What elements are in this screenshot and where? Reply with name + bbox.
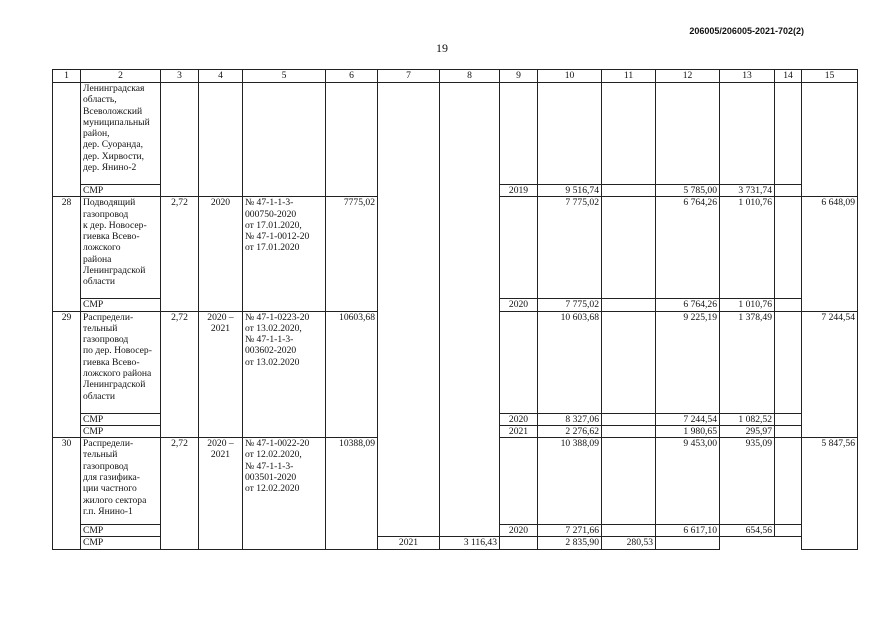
row-number: 29 [53, 311, 81, 438]
header-cell: 6 [326, 70, 378, 83]
value-cell: 2,72 [161, 438, 199, 550]
value-cell: 6 648,09 [802, 197, 858, 311]
value-cell: 1 010,76 [720, 299, 775, 311]
value-cell: 2,72 [161, 197, 199, 311]
year-cell: 2021 [378, 537, 440, 549]
row-number: 28 [53, 197, 81, 311]
header-cell: 1 [53, 70, 81, 83]
object-name: Распредели- тельный газопровод по дер. Новосер- гиевка Всево- ложского района Ленинградской области [81, 311, 161, 413]
value-cell: 7 775,02 [538, 299, 602, 311]
value-cell: 8 327,06 [538, 413, 602, 425]
value-cell: 280,53 [602, 537, 656, 549]
object-name: Ленинградская область, Всеволожский муниципальный район, дер. Суоранда, дер. Хирвости, дер. Янино-2 [81, 83, 161, 185]
value-cell: 9 453,00 [656, 438, 720, 525]
year-cell: 2021 [500, 425, 538, 437]
value-cell: 3 731,74 [720, 185, 775, 197]
smr-label: СМР [81, 425, 161, 437]
period-cell: 2020 [199, 197, 243, 311]
object-name: Подводящий газопровод к дер. Новосер- гиевка Всево- ложского района Ленинградской области [81, 197, 161, 299]
header-cell: 3 [161, 70, 199, 83]
header-row [53, 70, 858, 83]
period-cell: 2020 – 2021 [199, 438, 243, 550]
value-cell: 5 847,56 [802, 438, 858, 550]
header-cell: 8 [440, 70, 500, 83]
value-cell: 9 516,74 [538, 185, 602, 197]
header-cell: 2 [81, 70, 161, 83]
header-cell: 10 [538, 70, 602, 83]
smr-label: СМР [81, 185, 161, 197]
header-cell: 13 [720, 70, 775, 83]
year-cell: 2020 [500, 525, 538, 537]
value-cell: 3 116,43 [440, 537, 500, 549]
header-cell: 14 [775, 70, 802, 83]
value-cell: 10 603,68 [538, 311, 602, 413]
year-cell: 2020 [500, 299, 538, 311]
header-cell: 5 [243, 70, 326, 83]
header-cell: 9 [500, 70, 538, 83]
period-cell: 2020 – 2021 [199, 311, 243, 438]
object-name: Распредели- тельный газопровод для газифика- ции частного жилого сектора г.п. Янино-1 [81, 438, 161, 525]
value-cell: 9 225,19 [656, 311, 720, 413]
value-cell: 2 835,90 [538, 537, 602, 549]
value-cell: 1 082,52 [720, 413, 775, 425]
value-cell: 7775,02 [326, 197, 378, 311]
value-cell: 7 244,54 [802, 311, 858, 438]
smr-label: СМР [81, 413, 161, 425]
value-cell: 1 378,49 [720, 311, 775, 413]
header-cell: 15 [802, 70, 858, 83]
page-number: 19 [436, 41, 448, 55]
table-row [53, 83, 858, 185]
document-ref: № 47-1-0223-20 от 13.02.2020, № 47-1-1-3- 003602-2020 от 13.02.2020 [243, 311, 326, 438]
value-cell: 5 785,00 [656, 185, 720, 197]
value-cell: 1 010,76 [720, 197, 775, 299]
value-cell: 654,56 [720, 525, 775, 537]
header-cell: 12 [656, 70, 720, 83]
value-cell: 7 775,02 [538, 197, 602, 299]
smr-label: СМР [81, 299, 161, 311]
value-cell: 10603,68 [326, 311, 378, 438]
investment-table [52, 69, 858, 550]
value-cell: 2 276,62 [538, 425, 602, 437]
document-ref: № 47-1-0022-20 от 12.02.2020, № 47-1-1-3- 003501-2020 от 12.02.2020 [243, 438, 326, 550]
value-cell: 10388,09 [326, 438, 378, 550]
header-cell: 4 [199, 70, 243, 83]
value-cell: 6 617,10 [656, 525, 720, 537]
row-number: 30 [53, 438, 81, 550]
value-cell: 935,09 [720, 438, 775, 525]
year-cell: 2019 [500, 185, 538, 197]
header-cell: 7 [378, 70, 440, 83]
value-cell: 7 271,66 [538, 525, 602, 537]
year-cell: 2020 [500, 413, 538, 425]
smr-label: СМР [81, 525, 161, 537]
header-cell: 11 [602, 70, 656, 83]
value-cell: 2,72 [161, 311, 199, 438]
value-cell: 6 764,26 [656, 299, 720, 311]
value-cell: 10 388,09 [538, 438, 602, 525]
value-cell: 7 244,54 [656, 413, 720, 425]
value-cell: 1 980,65 [656, 425, 720, 437]
document-ref: № 47-1-1-3- 000750-2020 от 17.01.2020, № 47-1-0012-20 от 17.01.2020 [243, 197, 326, 311]
value-cell: 295,97 [720, 425, 775, 437]
smr-label: СМР [81, 537, 161, 549]
value-cell: 6 764,26 [656, 197, 720, 299]
document-id: 206005/206005-2021-702(2) [689, 26, 804, 36]
